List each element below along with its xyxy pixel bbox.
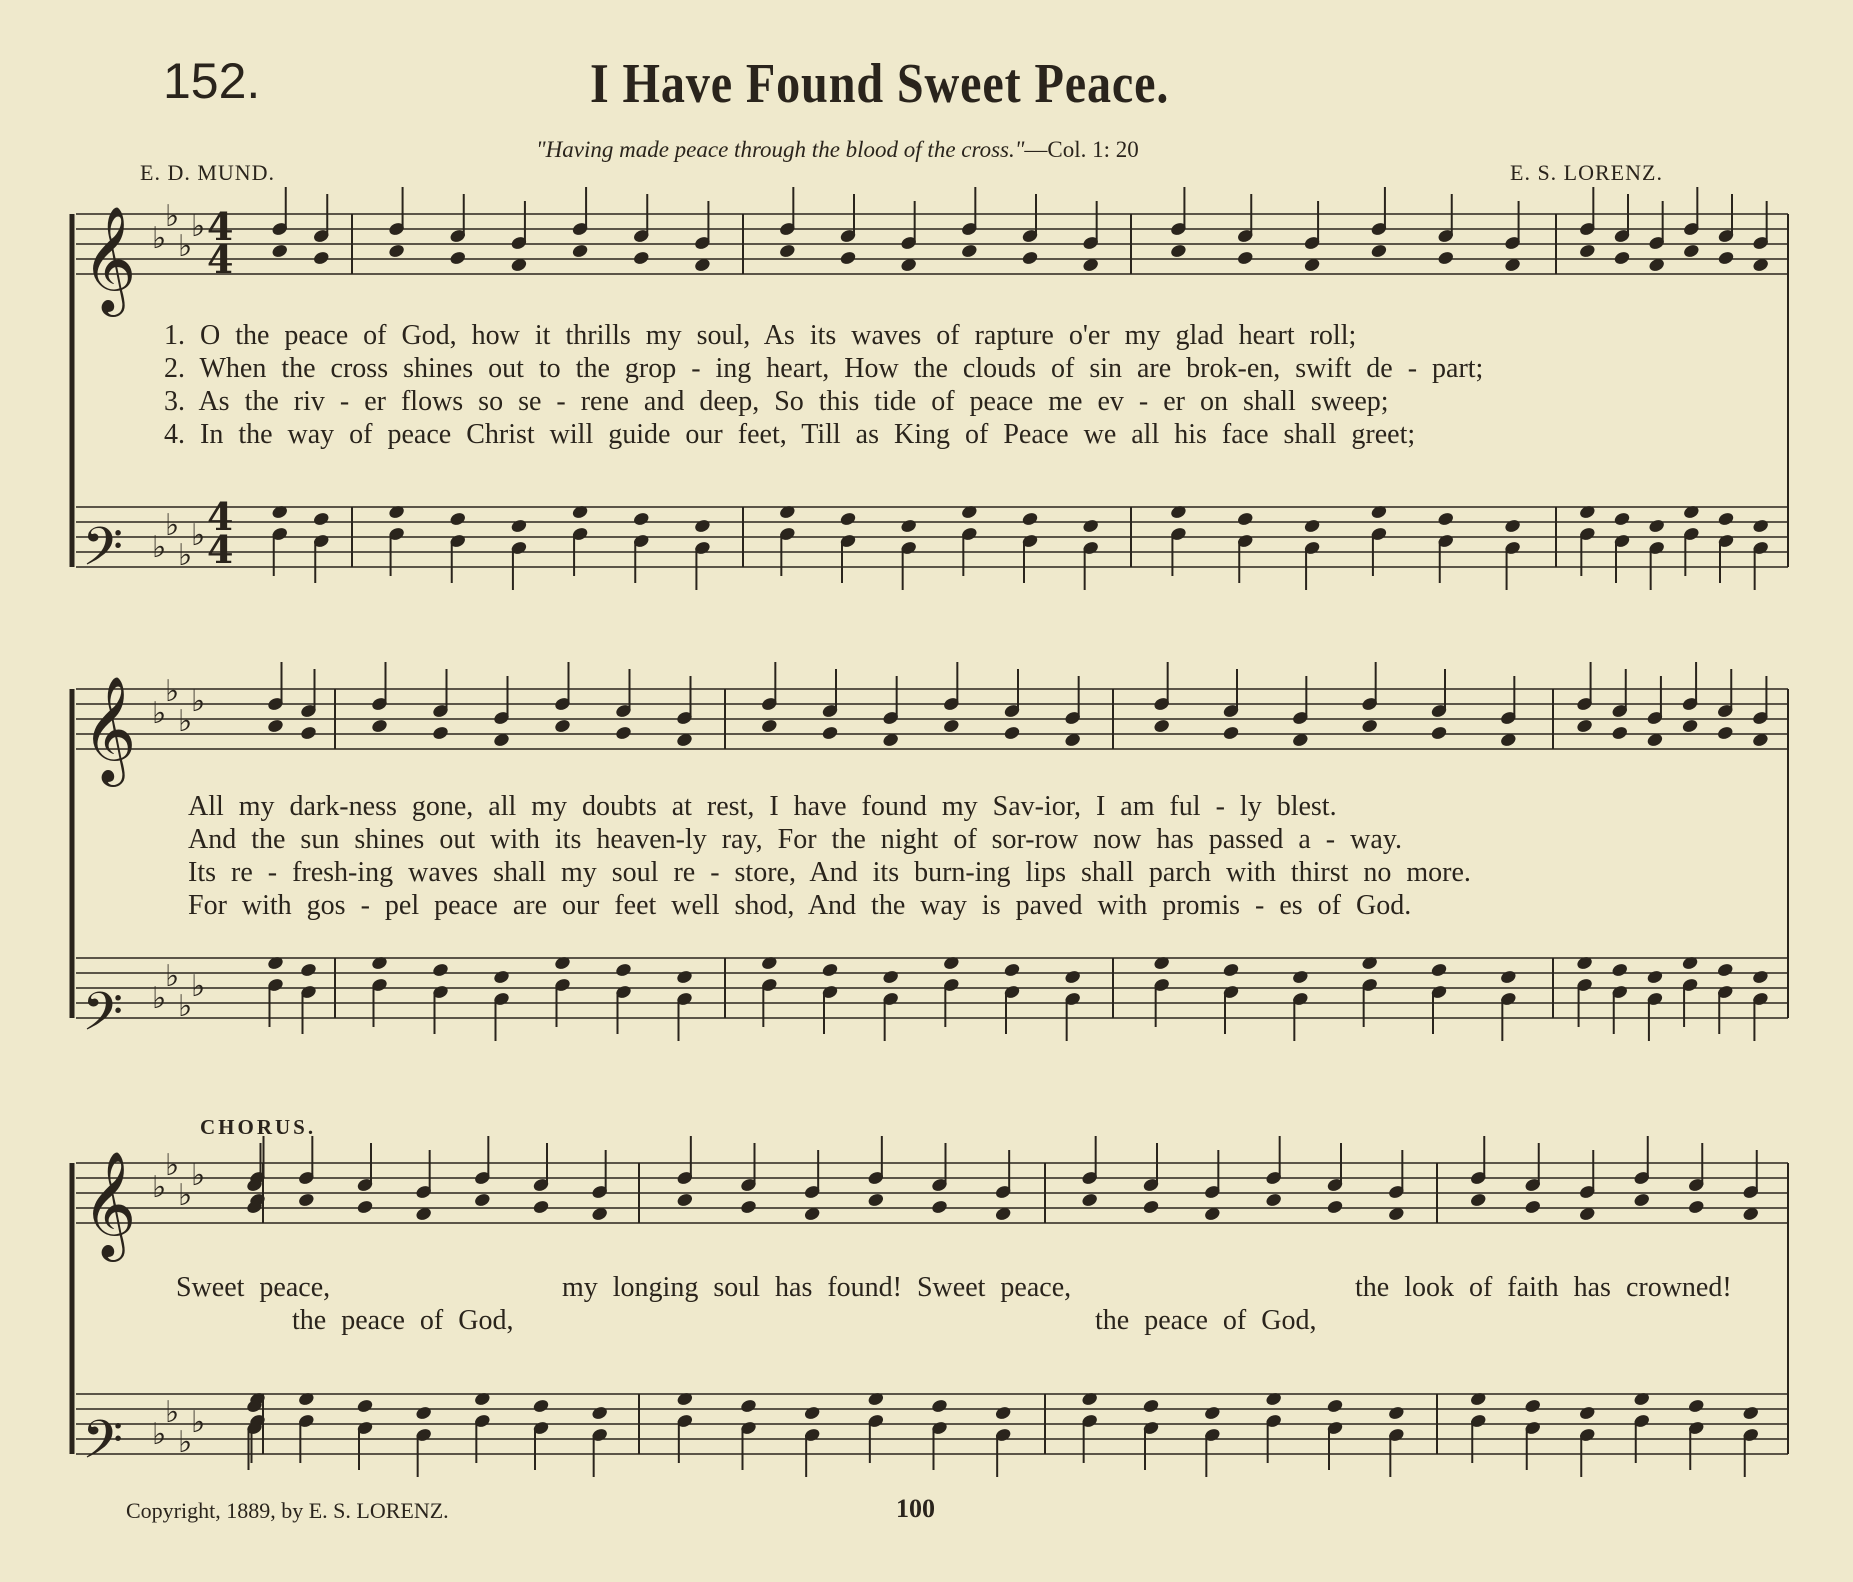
flat-icon: ♭: [165, 199, 180, 234]
bass-clef-icon: 𝄢: [82, 982, 124, 1056]
treble-note-head: [474, 1193, 491, 1208]
copyright-notice: Copyright, 1889, by E. S. LORENZ.: [126, 1498, 449, 1523]
treble-note-head: [740, 1200, 757, 1215]
flat-icon: ♭: [165, 1395, 180, 1430]
treble-note-head: [1431, 726, 1448, 741]
flat-icon: ♭: [165, 959, 180, 994]
flat-icon: ♭: [178, 1425, 193, 1460]
treble-note-head: [1265, 1193, 1282, 1208]
bass-note-head: [1500, 970, 1517, 985]
bass-note-head: [804, 1406, 821, 1421]
flat-icon: ♭: [191, 1158, 206, 1193]
flat-icon: ♭: [152, 530, 167, 565]
treble-note-head: [840, 251, 857, 266]
bass-note-head: [822, 963, 839, 978]
bass-note-head: [694, 519, 711, 534]
bass-note-head: [1646, 970, 1663, 985]
bass-note-head: [1304, 519, 1321, 534]
bass-note-head: [300, 963, 317, 978]
bass-note-head: [415, 1406, 432, 1421]
bass-note-head: [740, 1399, 757, 1414]
verse-3-line-2: Its re - fresh-ing waves shall my soul re - store, And its burn-ing lips shall parch with thirst no more.: [188, 857, 1471, 888]
treble-note-head: [633, 251, 650, 266]
treble-note-head: [1682, 719, 1699, 734]
bass-note-head: [882, 970, 899, 985]
time-signature-top: 4: [207, 494, 234, 539]
treble-note-head: [676, 1193, 693, 1208]
bass-note-head: [1752, 970, 1769, 985]
chorus-line-2b: the peace of God,: [1095, 1305, 1317, 1336]
treble-note-head: [761, 719, 778, 734]
treble-note-head: [267, 719, 284, 734]
bass-note-head: [1752, 519, 1769, 534]
bass-note-head: [995, 1406, 1012, 1421]
flat-icon: ♭: [191, 1405, 206, 1440]
time-signature-top: 4: [207, 204, 234, 249]
bass-note-head: [1022, 512, 1039, 527]
bass-note-head: [1292, 970, 1309, 985]
verse-2-line-1: 2. When the cross shines out to the grop - ing heart, How the clouds of sin are brok-en, swift de - part;: [164, 353, 1484, 384]
treble-note-head: [1524, 1200, 1541, 1215]
flat-icon: ♭: [152, 1170, 167, 1205]
treble-note-head: [449, 251, 466, 266]
treble-note-head: [1683, 244, 1700, 259]
verse-1-line-1: 1. O the peace of God, how it thrills my soul, As its waves of rapture o'er my glad heart roll;: [164, 320, 1357, 351]
bass-note-head: [1004, 963, 1021, 978]
flat-icon: ♭: [165, 508, 180, 543]
verse-3-line-1: 3. As the riv - er flows so se - rene and deep, So this tide of peace me ev - er on shall sweep;: [164, 386, 1389, 417]
treble-note-head: [822, 726, 839, 741]
bass-note-head: [1064, 970, 1081, 985]
flat-icon: ♭: [191, 518, 206, 553]
treble-note-head: [1576, 719, 1593, 734]
treble-note-head: [1579, 244, 1596, 259]
bass-note-head: [900, 519, 917, 534]
treble-note-head: [1223, 726, 1240, 741]
bass-note-head: [1742, 1406, 1759, 1421]
treble-note-head: [271, 244, 288, 259]
time-signature-bottom: 4: [207, 237, 234, 282]
treble-clef-icon: 𝄞: [82, 675, 137, 782]
treble-note-head: [1611, 726, 1628, 741]
treble-note-head: [1004, 726, 1021, 741]
flat-icon: ♭: [165, 1148, 180, 1183]
bass-note-head: [1204, 1406, 1221, 1421]
verse-4-line-2: For with gos - pel peace are our feet well shod, And the way is paved with promis - es of God.: [188, 890, 1412, 921]
treble-note-head: [1170, 244, 1187, 259]
treble-note-head: [298, 1193, 315, 1208]
treble-note-head: [371, 719, 388, 734]
bass-note-head: [1504, 519, 1521, 534]
treble-note-head: [1370, 244, 1387, 259]
treble-note-head: [1237, 251, 1254, 266]
treble-note-head: [1143, 1200, 1160, 1215]
bass-note-head: [493, 970, 510, 985]
flat-icon: ♭: [178, 989, 193, 1024]
flat-icon: ♭: [191, 209, 206, 244]
treble-note-head: [943, 719, 960, 734]
bass-note-head: [1437, 512, 1454, 527]
treble-note-head: [357, 1200, 374, 1215]
bass-note-head: [1648, 519, 1665, 534]
treble-note-head: [615, 726, 632, 741]
hymn-number: 152.: [163, 53, 261, 109]
bass-note-head: [633, 512, 650, 527]
treble-note-head: [432, 726, 449, 741]
treble-note-head: [1437, 251, 1454, 266]
hymn-title: I Have Found Sweet Peace.: [590, 53, 1170, 115]
chorus-line-1a: Sweet peace,: [176, 1272, 331, 1303]
treble-note-head: [572, 244, 589, 259]
bass-note-head: [1614, 512, 1631, 527]
composer-credit: E. S. LORENZ.: [1510, 160, 1663, 185]
treble-note-head: [1022, 251, 1039, 266]
treble-note-head: [867, 1193, 884, 1208]
bass-note-head: [1223, 963, 1240, 978]
bass-note-head: [449, 512, 466, 527]
bass-note-head: [615, 963, 632, 978]
flat-icon: ♭: [165, 674, 180, 709]
flat-icon: ♭: [178, 229, 193, 264]
chorus-line-1b: my longing soul has found! Sweet peace,: [562, 1272, 1072, 1303]
flat-icon: ♭: [152, 981, 167, 1016]
bass-note-head: [432, 963, 449, 978]
time-signature-bottom: 4: [207, 527, 234, 572]
verse-1-line-2: All my dark-ness gone, all my doubts at rest, I have found my Sav-ior, I am ful - ly blest.: [188, 791, 1337, 822]
treble-note-head: [388, 244, 405, 259]
bass-note-head: [1431, 963, 1448, 978]
treble-note-head: [961, 244, 978, 259]
flat-icon: ♭: [178, 1178, 193, 1213]
bass-note-head: [1717, 963, 1734, 978]
bass-note-head: [840, 512, 857, 527]
flat-icon: ♭: [191, 969, 206, 1004]
treble-note-head: [1718, 251, 1735, 266]
treble-note-head: [300, 726, 317, 741]
bass-note-head: [676, 970, 693, 985]
bass-note-head: [1388, 1406, 1405, 1421]
bass-note-head: [1688, 1399, 1705, 1414]
flat-icon: ♭: [152, 221, 167, 256]
treble-clef-icon: 𝄞: [82, 1150, 137, 1257]
verse-4-line-1: 4. In the way of peace Christ will guide our feet, Till as King of Peace we all his face shall greet;: [164, 419, 1416, 450]
bass-note-head: [1082, 519, 1099, 534]
bass-note-head: [357, 1399, 374, 1414]
treble-note-head: [1470, 1193, 1487, 1208]
treble-note-head: [1361, 719, 1378, 734]
epigraph-quote: "Having made peace through the blood of the cross.": [536, 137, 1025, 162]
bass-note-head: [1327, 1399, 1344, 1414]
bass-note-head: [1143, 1399, 1160, 1414]
treble-note-head: [1717, 726, 1734, 741]
treble-clef-icon: 𝄞: [82, 205, 137, 312]
treble-note-head: [313, 251, 330, 266]
bass-note-head: [510, 519, 527, 534]
lyricist-credit: E. D. MUND.: [140, 160, 276, 185]
treble-note-head: [779, 244, 796, 259]
page-number: 100: [896, 1494, 935, 1523]
chorus-line-2a: the peace of God,: [292, 1305, 514, 1336]
treble-note-head: [931, 1200, 948, 1215]
bass-note-head: [1611, 963, 1628, 978]
bass-note-head: [931, 1399, 948, 1414]
bass-note-head: [591, 1406, 608, 1421]
treble-note-head: [1327, 1200, 1344, 1215]
epigraph-reference: —Col. 1: 20: [1024, 137, 1139, 162]
treble-note-head: [1153, 719, 1170, 734]
treble-note-head: [554, 719, 571, 734]
flat-icon: ♭: [152, 696, 167, 731]
treble-note-head: [1688, 1200, 1705, 1215]
chorus-line-1c: the look of faith has crowned!: [1355, 1272, 1732, 1303]
bass-note-head: [1579, 1406, 1596, 1421]
bass-note-head: [313, 512, 330, 527]
clefs: [82, 205, 136, 1484]
flat-icon: ♭: [178, 704, 193, 739]
bass-clef-icon: 𝄢: [82, 1410, 124, 1484]
bass-note-head: [1718, 512, 1735, 527]
verse-2-line-2: And the sun shines out with its heaven-ly ray, For the night of sor-row now has passed a - way.: [188, 824, 1402, 855]
flat-icon: ♭: [191, 684, 206, 719]
treble-note-head: [533, 1200, 550, 1215]
treble-note-head: [1633, 1193, 1650, 1208]
treble-note-head: [1081, 1193, 1098, 1208]
bass-clef-icon: 𝄢: [82, 517, 124, 591]
bass-note-head: [1237, 512, 1254, 527]
flat-icon: ♭: [178, 538, 193, 573]
treble-note-head: [1614, 251, 1631, 266]
flat-icon: ♭: [152, 1417, 167, 1452]
bass-note-head: [1524, 1399, 1541, 1414]
bass-note-head: [533, 1399, 550, 1414]
chorus-label: CHORUS.: [200, 1115, 317, 1139]
